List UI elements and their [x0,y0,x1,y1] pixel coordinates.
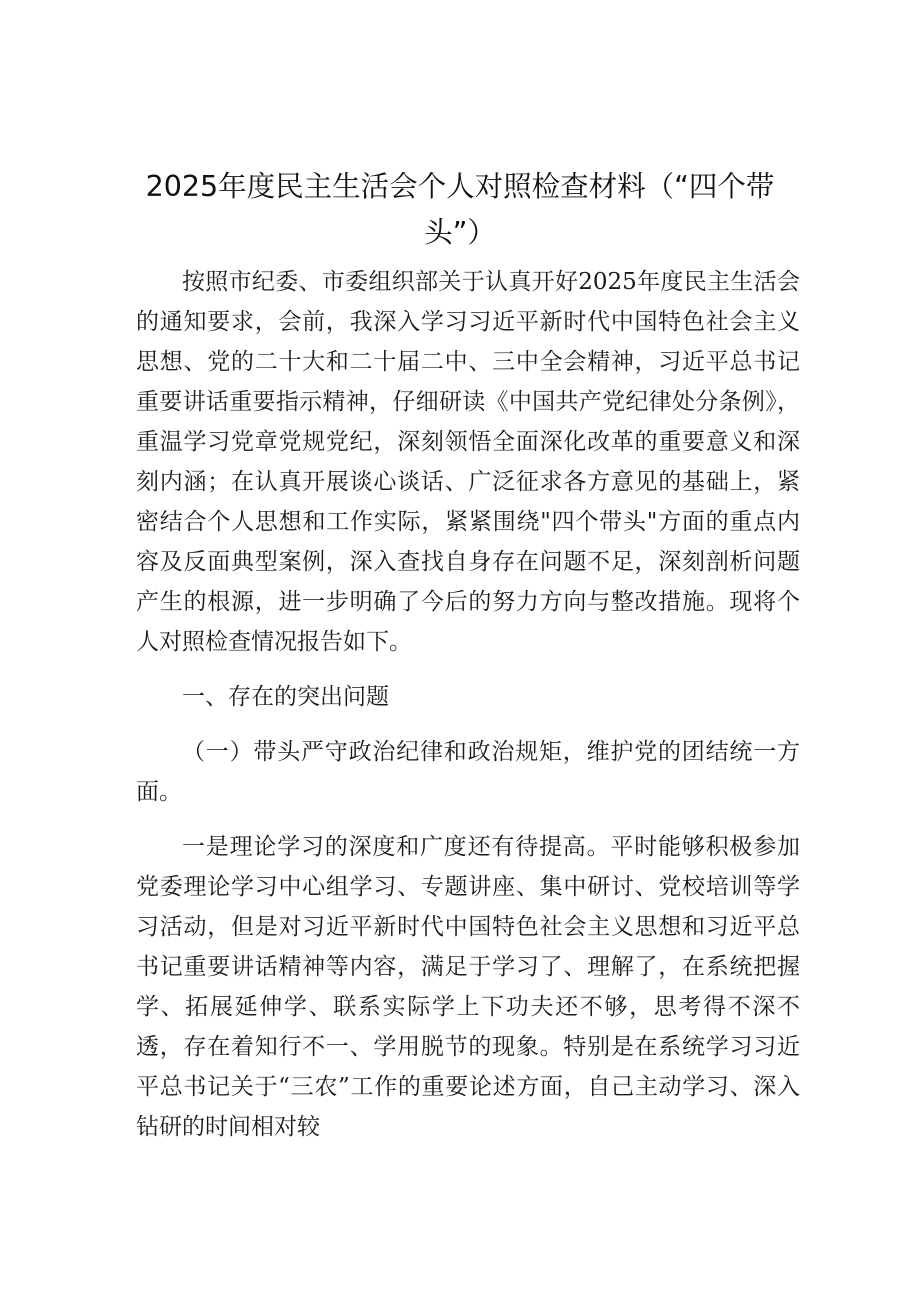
section-heading: 一、存在的突出问题 [182,684,389,710]
document-body [136,262,800,1147]
document-title: 2025年度民主生活会个人对照检查材料（“四个带头”） [145,170,775,249]
intro-paragraph: 按照市纪委、市委组织部关于认真开好2025年度民主生活会的通知要求，会前，我深入学习习近平新时代中国特色社会主义思想、党的二十大和二十届二中、三中全会精神，习近平总书记重要讲话重要指示精神，仔细研读《中国共产党纪律处分条例》，重温学习党章党规党纪，深刻领悟全面深化改革的重要意义和深刻内涵；在认真开展谈心谈话、广泛征求各方意见的基础上，紧密结合个人思想和工作实际，紧紧围绕"四个带头"方面的重点内容及反面典型案例，深入查找自身存在问题不足，深刻剖析问题产生的根源，进一步明确了今后的努力方向与整改措施。现将个人对照检查情况报告如下。 [136,269,800,655]
body-paragraph: 一是理论学习的深度和广度还有待提高。平时能够积极参加党委理论学习中心组学习、专题讲座、集中研讨、党校培训等学习活动，但是对习近平新时代中国特色社会主义思想和习近平总书记重要讲话精神等内容，满足于学习了、理解了，在系统把握学、拓展延伸学、联系实际学上下功夫还不够，思考得不深不透，存在着知行不一、学用脱节的现象。特别是在系统学习习近平总书记关于“三农”工作的重要论述方面，自己主动学习、深入钻研的时间相对较 [136,834,800,1140]
subsection-heading: （一）带头严守政治纪律和政治规矩，维护党的团结统一方面。 [136,739,800,805]
